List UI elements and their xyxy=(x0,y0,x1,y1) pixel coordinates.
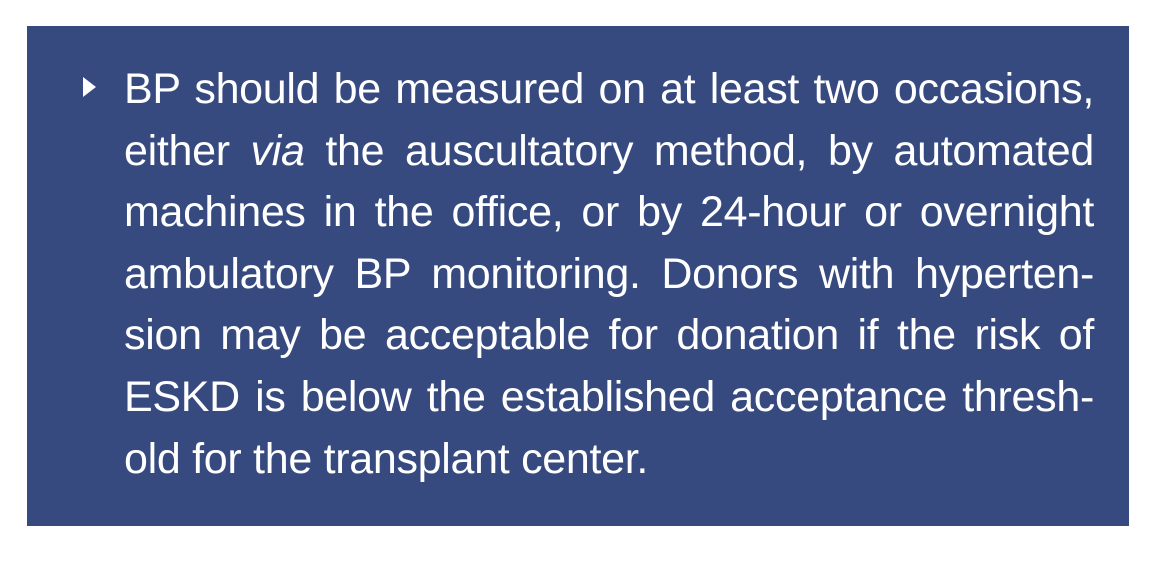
triangle-right-icon xyxy=(83,77,96,97)
italic-via: via xyxy=(250,126,305,175)
text-line-6: ESKD is below the established acceptance thresh- xyxy=(124,372,1094,421)
text-line-2 xyxy=(124,121,1094,183)
text-line-5: sion may be acceptable for donation if the risk of xyxy=(124,311,1094,360)
text-line-7: old for the transplant center. xyxy=(124,434,649,483)
text-line-2-end: the auscultatory method, by automated xyxy=(304,126,1094,175)
text-line-2-start: either xyxy=(124,126,251,175)
text-line-1: BP should be measured on at least two occasions, xyxy=(124,65,1094,113)
recommendation-text xyxy=(124,59,1094,490)
recommendation-callout xyxy=(27,26,1129,526)
text-line-3: machines in the office, or by 24-hour or overnight xyxy=(124,188,1094,237)
text-line-4: ambulatory BP monitoring. Donors with hyperten- xyxy=(124,249,1094,298)
